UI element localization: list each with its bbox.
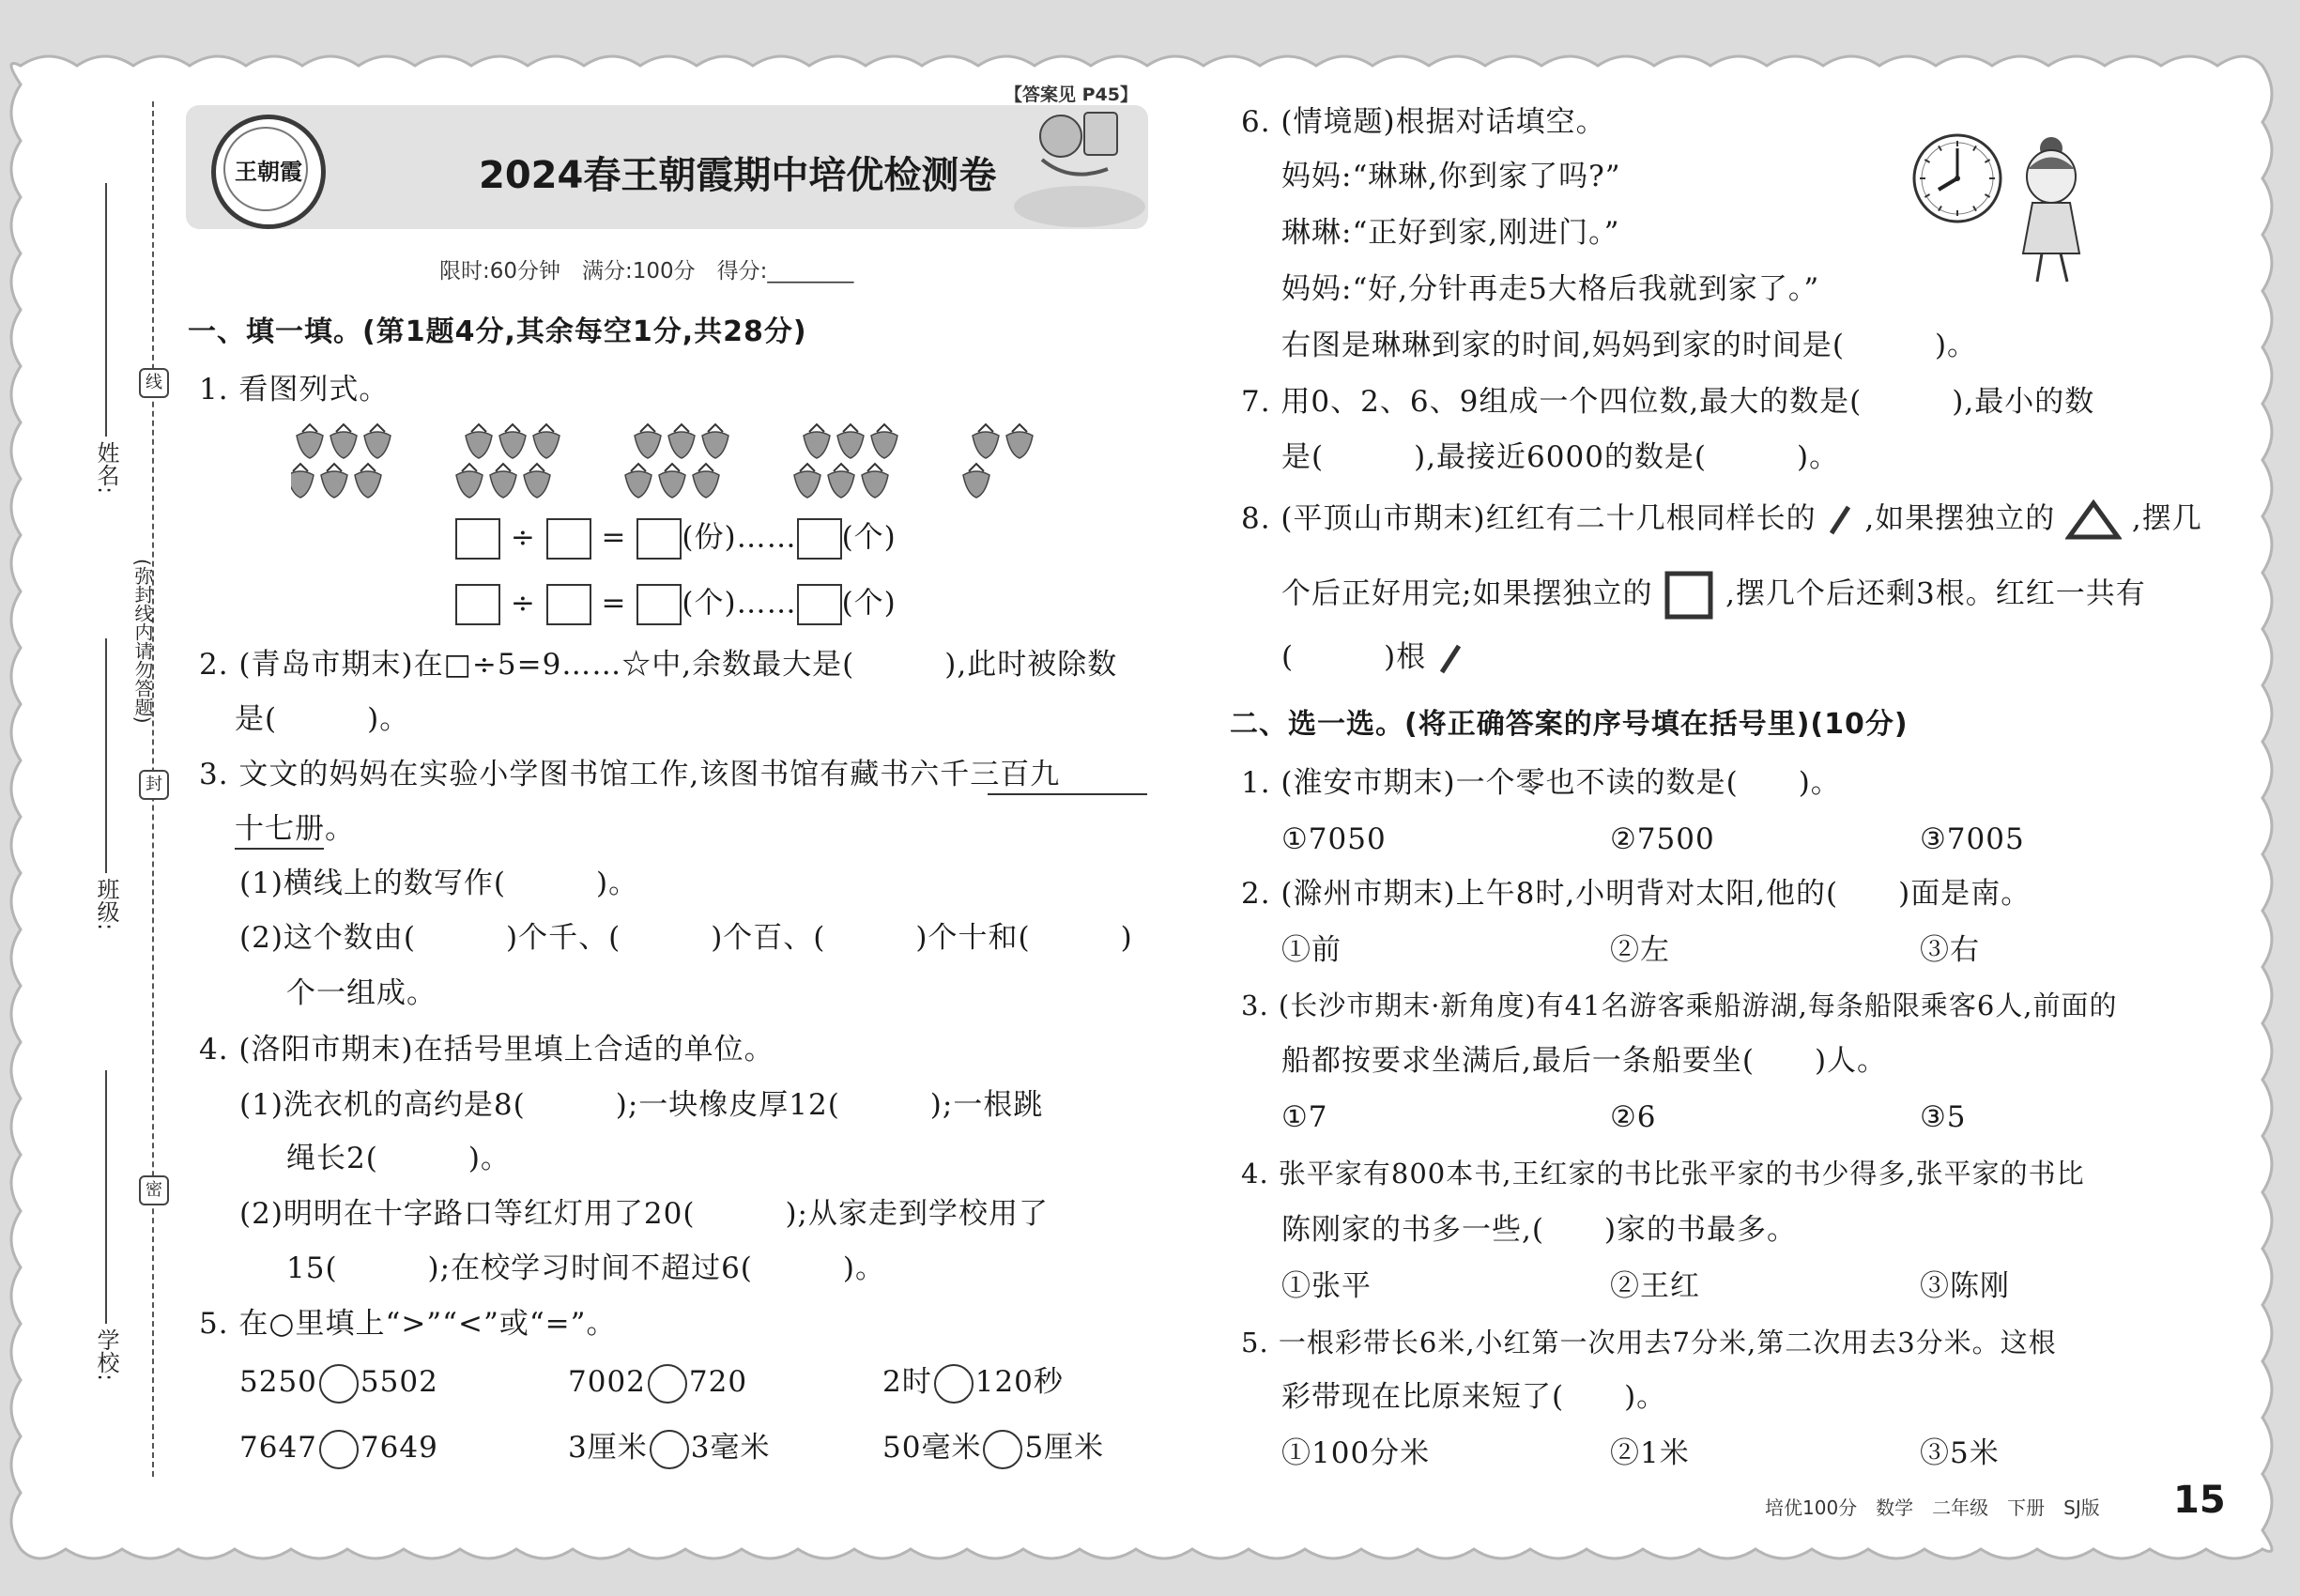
strawberry-leaf — [843, 424, 858, 432]
strawberry-leaf — [539, 424, 554, 432]
compare-circle[interactable] — [650, 1430, 689, 1469]
strawberry-leaf — [496, 464, 511, 471]
strawberry — [828, 471, 854, 498]
seal-mark: 封 — [139, 770, 169, 800]
strawberry — [871, 432, 897, 458]
strawberry — [702, 432, 728, 458]
q1-row1: ÷ = (份)…… (个) — [455, 518, 897, 560]
c3-opt3: ③5 — [1920, 1100, 1967, 1134]
c5-opt1: ①100分米 — [1281, 1436, 1431, 1470]
c5-opt2: ②1米 — [1610, 1436, 1690, 1470]
strawberry — [837, 432, 864, 458]
class-label: 班级: — [93, 878, 119, 931]
strawberry-leaf — [809, 424, 824, 432]
q1-row2: ÷ = (个)…… (个) — [455, 584, 897, 625]
q5-item-5: 3厘米 3毫米 — [568, 1429, 770, 1469]
c2-opt2: ②左 — [1610, 933, 1670, 967]
q1-row1-end: (个) — [841, 520, 897, 555]
strawberry-leaf — [834, 464, 849, 471]
q4-sub2b: 15( );在校学习时间不超过6( )。 — [286, 1251, 885, 1285]
answer-box[interactable] — [546, 584, 591, 625]
q5-item-6: 50毫米 5厘米 — [882, 1429, 1104, 1469]
strawberry — [355, 471, 381, 498]
strawberry — [524, 471, 550, 498]
q4-sub1b: 绳长2( )。 — [286, 1142, 511, 1175]
strawberry — [499, 432, 526, 458]
q4-text: 4. (洛阳市期末)在括号里填上合适的单位。 — [199, 1033, 774, 1067]
c1-opt3: ③7005 — [1920, 822, 2025, 856]
strawberry-leaf — [360, 464, 376, 471]
book-info: 培优100分 数学 二年级 下册 SJ版 — [1765, 1496, 2100, 1519]
q4-sub2: (2)明明在十字路口等红灯用了20( );从家走到学校用了 — [239, 1197, 1049, 1231]
strawberry — [456, 471, 483, 498]
q5-item-3: 2时 120秒 — [882, 1363, 1064, 1404]
q8-line1: 8. (平顶山市期末)红红有二十几根同样长的 ,如果摆独立的 ,摆几 — [1241, 499, 2202, 541]
c2-opt1: ①前 — [1281, 933, 1342, 967]
strawberry — [1006, 432, 1033, 458]
q1-row1-unit: (份)…… — [682, 520, 797, 555]
strawberry — [804, 432, 830, 458]
c4-opt1: ①张平 — [1281, 1269, 1372, 1303]
strawberry-leaf — [370, 424, 385, 432]
c5-line2: 彩带现在比原来短了( )。 — [1281, 1380, 1667, 1414]
c1-text: 1. (淮安市期末)一个零也不读的数是( )。 — [1241, 766, 1841, 800]
q8-line2: 个后正好用完;如果摆独立的 ,摆几个后还剩3根。红红一共有 — [1281, 569, 2146, 622]
strawberry — [794, 471, 820, 498]
strawberry — [659, 471, 685, 498]
answer-box[interactable] — [797, 584, 842, 625]
answer-ref: 【答案见 P45】 — [1004, 84, 1138, 105]
q5-text: 5. 在○里填上“>”“<”或“=”。 — [199, 1307, 617, 1341]
page-number: 15 — [2173, 1479, 2226, 1522]
logo-text: 王朝霞 — [235, 158, 302, 185]
strawberry-leaf — [969, 464, 984, 471]
strawberry-leaf — [674, 424, 689, 432]
strawberry-leaf — [800, 464, 815, 471]
strawberry-leaf — [665, 464, 680, 471]
q5-item-1: 5250 5502 — [239, 1363, 438, 1404]
strawberry — [533, 432, 560, 458]
q3-sub1: (1)横线上的数写作( )。 — [239, 867, 639, 900]
q6-text: 6. (情境题)根据对话填空。 — [1241, 105, 1606, 139]
q6-line1: 妈妈:“琳琳,你到家了吗?” — [1281, 160, 1621, 193]
seal-mark-2: 密 — [139, 1175, 169, 1205]
strawberry-groups — [291, 421, 1080, 505]
strawberry-leaf — [505, 424, 520, 432]
c4-opt2: ②王红 — [1610, 1269, 1700, 1303]
c3-line2: 船都按要求坐满后,最后一条船要坐( )人。 — [1281, 1044, 1888, 1078]
q1-row2-end: (个) — [841, 586, 897, 621]
name-line — [105, 183, 107, 437]
q2-line1: 2. (青岛市期末)在□÷5=9……☆中,余数最大是( ),此时被除数 — [199, 648, 1118, 682]
stick-icon — [1826, 503, 1854, 537]
strawberry — [693, 471, 719, 498]
seal-notice: (弥封线内请勿答题) — [131, 559, 154, 724]
q3-underline — [988, 793, 1147, 795]
school-line — [105, 1070, 107, 1324]
strawberry-leaf — [462, 464, 477, 471]
triangle-icon — [2065, 499, 2122, 541]
answer-box[interactable] — [636, 518, 682, 560]
strawberry-leaf — [698, 464, 713, 471]
class-line — [105, 638, 107, 873]
q1-text: 1. 看图列式。 — [199, 373, 390, 407]
strawberry-leaf — [867, 464, 882, 471]
strawberry-leaf — [293, 464, 308, 471]
q6-line2: 琳琳:“正好到家,刚进门。” — [1281, 216, 1620, 250]
section1-heading: 一、填一填。(第1题4分,其余每空1分,共28分) — [188, 315, 807, 348]
c1-opt2: ②7500 — [1610, 822, 1715, 856]
strawberry — [364, 432, 391, 458]
answer-box[interactable] — [636, 584, 682, 625]
compare-circle[interactable] — [648, 1364, 687, 1404]
c2-text: 2. (滁州市期末)上午8时,小明背对太阳,他的( )面是南。 — [1241, 877, 2032, 911]
q2-line2: 是( )。 — [235, 702, 410, 736]
strawberry — [321, 471, 347, 498]
answer-box[interactable] — [455, 584, 500, 625]
q8-line3: ( )根 — [1281, 638, 1464, 676]
strawberry — [973, 432, 999, 458]
q3-underline-2 — [235, 848, 324, 850]
name-label: 姓名: — [93, 441, 119, 495]
q1-row2-unit: (个)…… — [682, 586, 797, 621]
c5-line1: 5. 一根彩带长6米,小红第一次用去7分米,第二次用去3分米。这根 — [1241, 1327, 2057, 1358]
compare-circle[interactable] — [983, 1430, 1022, 1469]
strawberry-leaf — [529, 464, 544, 471]
q6-line4: 右图是琳琳到家的时间,妈妈到家的时间是( )。 — [1281, 329, 1978, 362]
strawberry-leaf — [877, 424, 892, 432]
q7-line2: 是( ),最接近6000的数是( )。 — [1281, 440, 1840, 474]
strawberry — [862, 471, 888, 498]
q3-sub2b: 个一组成。 — [286, 976, 437, 1010]
page-title: 2024春王朝霞期中培优检测卷 — [479, 154, 997, 197]
compare-circle[interactable] — [319, 1364, 359, 1404]
strawberry-leaf — [327, 464, 342, 471]
q3-line1: 3. 文文的妈妈在实验小学图书馆工作,该图书馆有藏书六千三百九 — [199, 758, 1061, 791]
exam-meta: 限时:60分钟 满分:100分 得分:________ — [439, 259, 854, 284]
strawberry — [466, 432, 492, 458]
c3-opt2: ②6 — [1610, 1100, 1657, 1134]
strawberry — [635, 432, 661, 458]
q3-sub2: (2)这个数由( )个千、( )个百、( )个十和( ) — [239, 921, 1133, 955]
strawberry — [668, 432, 695, 458]
q3-line2: 十七册。 — [235, 812, 355, 846]
answer-box[interactable] — [546, 518, 591, 560]
strawberry — [297, 432, 323, 458]
school-label: 学校: — [93, 1328, 119, 1382]
c1-opt1: ①7050 — [1281, 822, 1387, 856]
q5-item-2: 7002 720 — [568, 1363, 747, 1404]
c4-opt3: ③陈刚 — [1920, 1269, 2010, 1303]
strawberry-leaf — [640, 424, 655, 432]
strawberry-leaf — [631, 464, 646, 471]
strawberry — [330, 432, 357, 458]
c3-line1: 3. (长沙市期末·新角度)有41名游客乘船游湖,每条船限乘客6人,前面的 — [1241, 990, 2118, 1021]
strawberry-leaf — [978, 424, 993, 432]
square-icon — [1663, 569, 1715, 622]
girl-illustration — [2000, 131, 2103, 291]
q7-line1: 7. 用0、2、6、9组成一个四位数,最大的数是( ),最小的数 — [1241, 385, 2095, 419]
strawberry — [963, 471, 989, 498]
clock-icon — [1910, 131, 2004, 225]
mascot-illustration — [995, 94, 1145, 230]
c4-line2: 陈刚家的书多一些,( )家的书最多。 — [1281, 1213, 1798, 1247]
c3-opt1: ①7 — [1281, 1100, 1328, 1134]
logo-badge — [211, 115, 326, 229]
strawberry-leaf — [302, 424, 317, 432]
stick-icon — [1436, 642, 1464, 676]
line-mark: 线 — [139, 368, 169, 398]
strawberry — [625, 471, 652, 498]
answer-box[interactable] — [455, 518, 500, 560]
q4-sub1: (1)洗衣机的高约是8( );一块橡皮厚12( );一根跳 — [239, 1088, 1044, 1122]
c5-opt3: ③5米 — [1920, 1436, 2000, 1470]
strawberry-leaf — [471, 424, 486, 432]
q5-item-4: 7647 7649 — [239, 1429, 438, 1469]
q6-line3: 妈妈:“好,分针再走5大格后我就到家了。” — [1281, 272, 1820, 306]
strawberry — [490, 471, 516, 498]
section2-heading: 二、选一选。(将正确答案的序号填在括号里)(10分) — [1230, 708, 1909, 741]
compare-circle[interactable] — [319, 1430, 359, 1469]
c4-line1: 4. 张平家有800本书,王红家的书比张平家的书少得多,张平家的书比 — [1241, 1158, 2085, 1189]
strawberry-leaf — [336, 424, 351, 432]
strawberry — [291, 471, 314, 498]
answer-box[interactable] — [797, 518, 842, 560]
strawberry-leaf — [1012, 424, 1027, 432]
c2-opt3: ③右 — [1920, 933, 1980, 967]
compare-circle[interactable] — [934, 1364, 974, 1404]
strawberry-leaf — [708, 424, 723, 432]
